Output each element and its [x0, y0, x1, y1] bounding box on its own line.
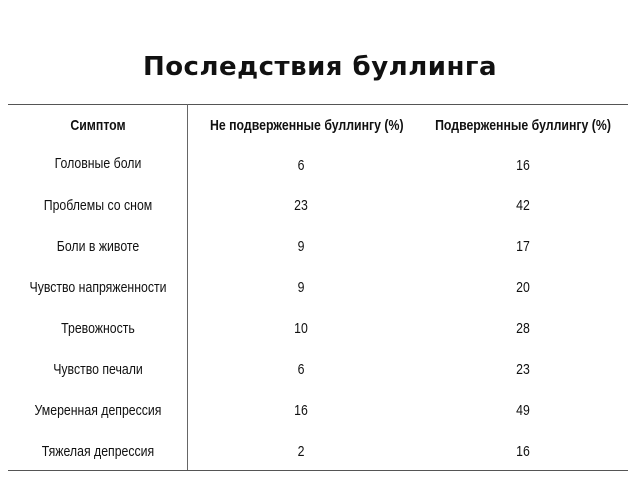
symptom-cell: Чувство напряженности	[29, 279, 167, 296]
symptom-cell: Тяжелая депрессия	[41, 443, 155, 460]
not-bullied-cell: 9	[297, 279, 305, 296]
bullied-cell: 28	[516, 320, 530, 337]
not-bullied-cell: 2	[297, 443, 305, 460]
not-bullied-cell: 9	[297, 238, 305, 255]
header-bullied: Подверженные буллингу (%)	[435, 117, 611, 134]
bullied-cell: 23	[516, 361, 530, 378]
table-top-rule	[8, 104, 628, 105]
symptom-cell: Боли в животе	[56, 238, 140, 255]
not-bullied-cell: 6	[297, 157, 305, 174]
bullied-cell: 17	[516, 238, 530, 255]
header-not-bullied: Не подверженные буллингу (%)	[209, 117, 404, 134]
not-bullied-cell: 10	[294, 320, 308, 337]
header-symptom: Симптом	[70, 117, 126, 134]
table-bottom-rule	[8, 470, 628, 471]
page-title: Последствия буллинга	[142, 52, 498, 82]
bullied-cell: 16	[516, 157, 530, 174]
bullied-cell: 49	[516, 402, 530, 419]
not-bullied-cell: 23	[294, 197, 308, 214]
bullied-cell: 16	[516, 443, 530, 460]
symptom-cell: Чувство печали	[53, 361, 143, 378]
bullied-cell: 20	[516, 279, 530, 296]
column-divider	[187, 104, 188, 471]
bullied-cell: 42	[516, 197, 530, 214]
symptom-cell: Проблемы со сном	[43, 197, 153, 214]
not-bullied-cell: 16	[294, 402, 308, 419]
symptom-cell: Тревожность	[61, 320, 135, 337]
symptom-cell: Умеренная депрессия	[34, 402, 162, 419]
symptom-cell: Головные боли	[54, 155, 142, 172]
not-bullied-cell: 6	[297, 361, 305, 378]
